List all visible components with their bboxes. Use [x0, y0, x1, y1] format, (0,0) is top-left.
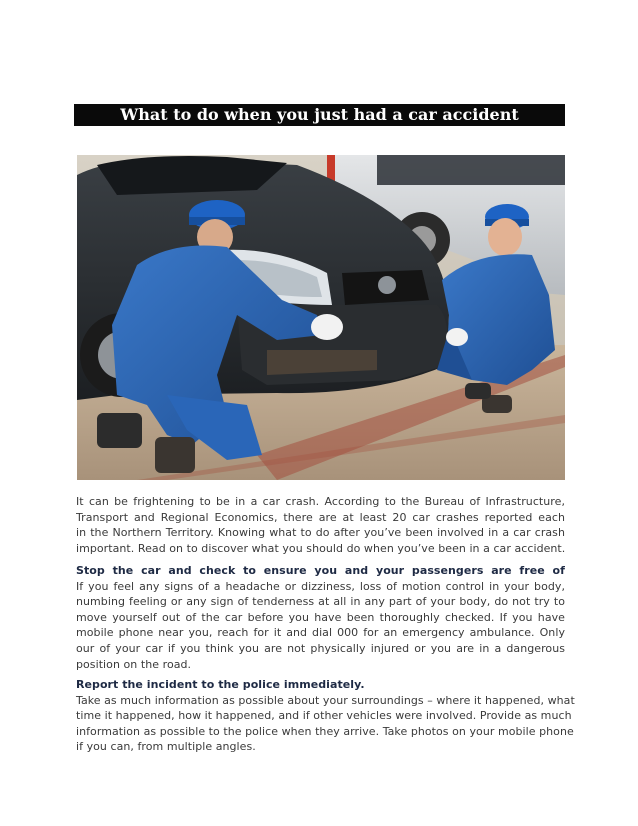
report-police-line: Take as much information as possible about your surroundings – where it happened, what [76, 693, 575, 707]
stop-check-line: our of your car if you think you are not physically injured or you are in a dangerous [76, 641, 565, 655]
intro-line: Transport and Regional Economics, there are at least 20 car crashes reported each [76, 510, 565, 524]
report-police-line: time it happened, how it happened, and if other vehicles were involved. Provide as much [76, 709, 572, 723]
report-police-section [76, 677, 575, 755]
intro-line: in the Northern Territory. Knowing what to do after you’ve been involved in a car crash [76, 526, 565, 540]
report-police-heading: Report the incident to the police immediately. [76, 678, 365, 691]
intro-paragraph [76, 494, 565, 556]
stop-check-section [76, 563, 565, 672]
report-police-line: if you can, from multiple angles. [76, 740, 256, 754]
stop-check-line: mobile phone near you, reach for it and dial 000 for an emergency ambulance. Only [76, 626, 565, 640]
mechanics-repairing-car-photo [77, 155, 565, 480]
stop-check-line: If you feel any signs of a headache or dizziness, loss of motion control in your body, [76, 579, 565, 593]
stop-check-line: move yourself out of the car before you have been thoroughly checked. If you have [76, 610, 565, 624]
intro-line: important. Read on to discover what you should do when you’ve been in a car accident. [76, 541, 566, 555]
stop-check-line: numbing feeling or any sign of tenderness at all in any part of your body, do not try to [76, 595, 565, 609]
page-title: What to do when you just had a car accident [74, 104, 565, 126]
stop-check-heading: Stop the car and check to ensure you and your passengers are free of [76, 564, 565, 577]
stop-check-line: position on the road. [76, 657, 192, 671]
intro-line: It can be frightening to be in a car crash. According to the Bureau of Infrastructure, [76, 495, 565, 508]
report-police-line: information as possible to the police when they arrive. Take photos on your mobile phone [76, 724, 574, 738]
